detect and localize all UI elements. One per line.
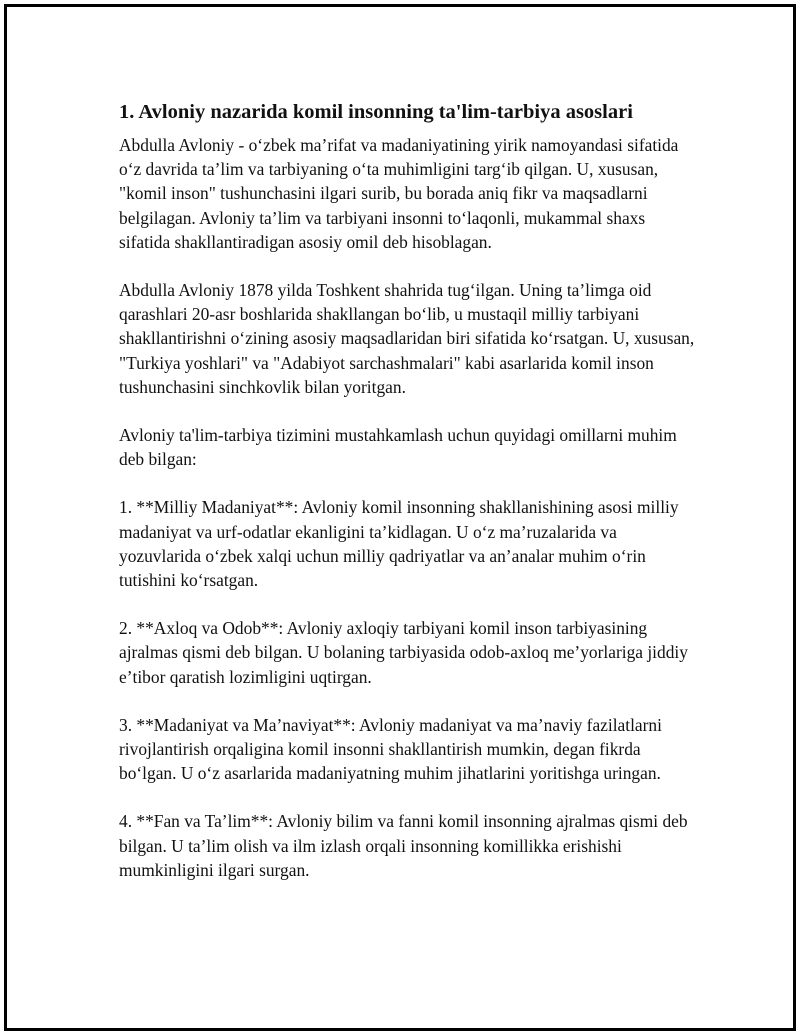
- document-title: 1. Avloniy nazarida komil insonning ta'lim-tarbiya asoslari: [119, 101, 633, 123]
- list-item-science-education: 4. **Fan va Taʼlim**: Avloniy bilim va fanni komil insonning ajralmas qismi deb bilgan. U taʼlim olish va ilm izlash orqali insonning komillikka erishishi mumkinligini ilgari surgan.: [119, 811, 688, 880]
- list-item-national-culture: 1. **Milliy Madaniyat**: Avloniy komil insonning shakllanishining asosi milliy madaniyat va urf-odatlar ekanligini taʼkidlagan. U oʻz maʼruzalarida va yozuvlarida oʻzbek xalqi uchun milliy qadriyatlar va anʼanalar muhim oʻrin tutishini koʻrsatgan.: [119, 497, 679, 591]
- paragraph-intro: Abdulla Avloniy - oʻzbek maʼrifat va madaniyatining yirik namoyandasi sifatida oʻz davrida taʼlim va tarbiyaning oʻta muhimligini targʻib qilgan. U, xususan, "komil inson" tushunchasini ilgari surib, bu borada aniq fikr va maqsadlarni belgilagan. Avloniy taʼlim va tarbiyani insonni toʻlaqonli, mukammal shaxs sifatida shakllantiradigan asosiy omil deb hisoblagan.: [119, 135, 679, 252]
- list-item-ethics: 2. **Axloq va Odob**: Avloniy axloqiy tarbiyani komil inson tarbiyasining ajralmas qismi deb bilgan. U bolaning tarbiyasida odob-axloq meʼyorlariga jiddiy eʼtibor qaratish lozimligini uqtirgan.: [119, 618, 688, 687]
- paragraph-factors-intro: Avloniy ta'lim-tarbiya tizimini mustahkamlash uchun quyidagi omillarni muhim deb bilgan:: [119, 425, 677, 470]
- page-frame: [4, 4, 796, 1031]
- paragraph-biography: Abdulla Avloniy 1878 yilda Toshkent shahrida tugʻilgan. Uning taʼlimga oid qarashlari 20-asr boshlarida shakllangan boʻlib, u mustaqil milliy tarbiyani shakllantirishni oʻzining asosiy maqsadlaridan biri sifatida koʻrsatgan. U, xususan, "Turkiya yoshlari" va "Adabiyot sarchashmalari" kabi asarlarida komil inson tushunchasini sinchkovlik bilan yoritgan.: [119, 280, 695, 397]
- document-body: [119, 99, 699, 906]
- list-item-spirituality: 3. **Madaniyat va Maʼnaviyat**: Avloniy madaniyat va maʼnaviy fazilatlarni rivojlantirish orqaligina komil insonni shakllantirish mumkin, degan fikrda boʻlgan. U oʻz asarlarida madaniyatning muhim jihatlarini yoritishga uringan.: [119, 714, 662, 784]
